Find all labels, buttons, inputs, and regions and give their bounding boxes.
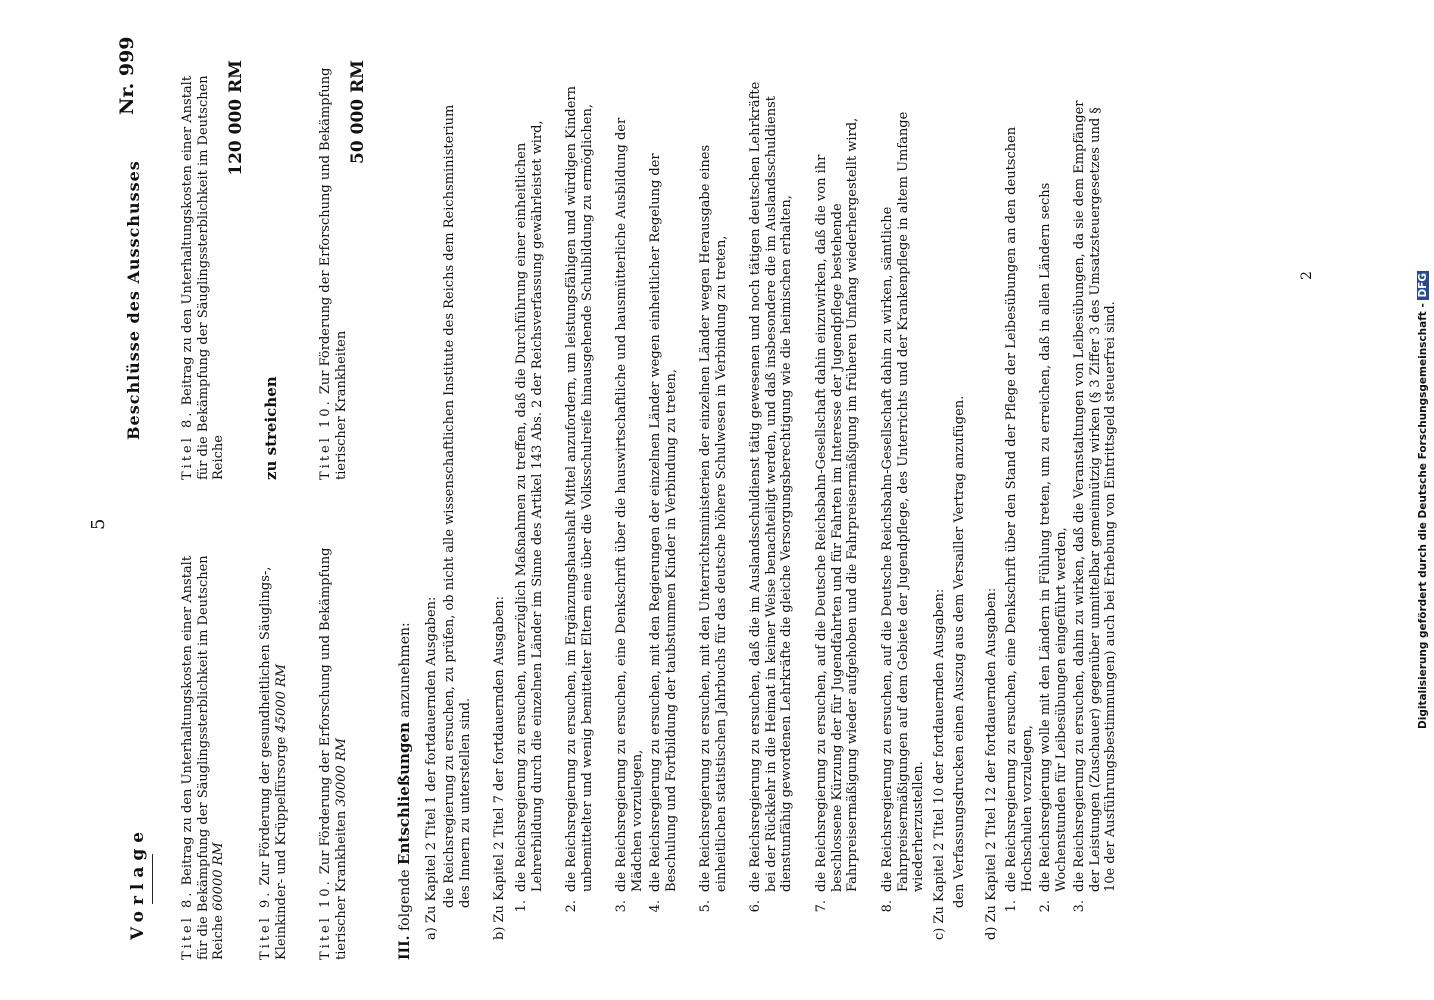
item-number: 3. [1072, 900, 1087, 913]
title-text: Zur Förderung der Erforschung und Bekämpfung tierischer Krankheiten [318, 547, 349, 960]
resolutions-heading [395, 622, 413, 960]
title-text: Beitrag zu den Unterhaltungskosten einer Anstalt für die Bekämpfung der Säuglingssterblichkeit im Deutschen Reiche [180, 75, 226, 480]
item-number: 5. [698, 900, 713, 913]
beschluesse-title: Beschlüsse des Ausschusses [124, 160, 143, 440]
item-text: die Reichsregierung zu ersuchen, unverzüglich Maßnahmen zu treffen, daß die Durchführung einer einheitlichen Lehrerbildung durch die einzelnen Länder im Sinne des Artikel 143 Abs. 2 der Reichsverfassung gewährleistet wird, [514, 120, 545, 892]
roman-numeral: III. [397, 935, 413, 960]
title-underline [152, 854, 153, 904]
vorlage-item [180, 540, 227, 960]
title-label: Titel 8. [180, 889, 195, 960]
item-text: die Reichsregierung zu ersuchen, auf die Deutsche Reichsbahn-Gesellschaft dahin einzuwirken, daß die von ihr beschlossene Kürzung der für Jugendfahrten und für Fahrten im Interesse der Jugendpflege bestehende Fahrpreisermäßigung wieder aufgehoben und die Fahrpreisermäßigung im früheren Umfang wiederhergestellt wird, [814, 117, 860, 892]
item-number: 3. [614, 900, 629, 913]
title-label: Titel 8. [180, 409, 195, 480]
item-number: 7. [814, 900, 829, 913]
item-text: die Reichsregierung zu ersuchen, mit den Unterrichtsministerien der einzelnen Länder wegen Herausgabe eines einheitlichen statistischen Jahrbuchs für das deutsche höhere Schulwesen in Verbindung zu treten, [698, 144, 729, 892]
title-label: Titel 9. [258, 889, 273, 960]
vorlage-item [318, 540, 349, 960]
item-text: die Reichsregierung zu ersuchen, mit den Regierungen der einzelnen Länder wegen einheitlicher Regelung der Beschulung und Fortbildung der taubstummen Kinder in Verbindung zu treten, [648, 153, 679, 892]
heading-keyword: Entschließungen [395, 722, 413, 865]
title-text: Zur Förderung der Erforschung und Bekämpfung tierischer Krankheiten [318, 67, 349, 480]
document-number: Nr. 999 [116, 36, 138, 115]
heading-post: anzunehmen: [397, 622, 413, 718]
item-number: 6. [748, 900, 763, 913]
title-text: Beitrag zu den Unterhaltungskosten einer Anstalt für die Bekämpfung der Säuglingssterblichkeit im Deutschen Reiche [180, 555, 226, 960]
item-text: die Reichsregierung zu ersuchen, auf die Deutsche Reichsbahn-Gesellschaft dahin zu wirken, sämtliche Fahrpreisermäßigungen auf dem Gebiete der Jugendpflege, des Unterrichts und der Krankenpflege in altem Umfange wiederherzustellen. [880, 111, 926, 892]
title-text: Zur Förderung der gesundheitlichen Säuglings-, Kleinkinder- und Krüppelfürsorge [258, 566, 289, 960]
section-c-text: den Verfassungsdrucken einen Auszug aus dem Versailler Vertrag anzufügen. [952, 395, 967, 908]
item-number: 1. [514, 900, 529, 913]
beschluss-strike-note: zu streichen [262, 376, 280, 480]
item-number: 2. [564, 900, 579, 913]
section-c-heading: c) Zu Kapitel 2 Titel 10 der fortdauernden Ausgaben: [932, 588, 947, 940]
item-number: 4. [648, 900, 663, 913]
item-text: die Reichsregierung wolle mit den Ländern in Fühlung treten, um zu erreichen, daß in allen Ländern sechs Wochenstunden für Leibesübungen eingeführt werden, [1038, 182, 1069, 892]
item-number: 8. [880, 900, 895, 913]
footer-page-mark: 2 [1299, 271, 1315, 280]
section-b-heading: b) Zu Kapitel 2 Titel 7 der fortdauernden Ausgaben: [492, 595, 507, 940]
item-text: die Reichsregierung zu ersuchen, im Ergänzungshaushalt Mittel anzufordern, um leistungsfähigen und würdigen Kindern unbemittelter und wenig bemittelter Eltern eine über die Volksschulreife hinausgehende Schulbildung zu ermöglichen, [564, 85, 595, 892]
item-text: die Reichsregierung zu ersuchen, eine Denkschrift über den Stand der Pflege der Leibesübungen an den deutschen Hochschulen vorzulegen, [1004, 126, 1035, 892]
heading-pre: folgende [397, 869, 413, 932]
dfg-credit-text: Digitalisierung gefördert durch die Deutsche Forschungsgemeinschaft - [1417, 303, 1429, 729]
amount: 30000 RM [333, 738, 349, 807]
section-d-heading: d) Zu Kapitel 2 Titel 12 der fortdauernden Ausgaben: [984, 587, 999, 940]
dfg-logo: DFG [1417, 273, 1429, 298]
dfg-credit [1417, 271, 1429, 729]
item-text: die Reichsregierung zu ersuchen, daß die im Auslandsschuldienst tätig gewesenen und noch tätigen deutschen Lehrkräfte bei der Rückkehr in die Heimat in keiner Weise benachteiligt werden, und daß insbesondere die im Auslandsschuldienst dienstunfähig gewordenen Lehrkräfte die gleiche Versorgungsberechtigung wie die heimischen erhalten, [748, 81, 794, 892]
vorlage-item [258, 540, 289, 960]
item-text: die Reichsregierung zu ersuchen, dahin zu wirken, daß die Veranstaltungen von Leibesübungen, da sie dem Empfänger der Leistungen (Zuschauer) gegenüber unmittelbar gemeinnützig wirken (§ 3 Ziffer 3 des Umsatzsteuergesetzes und § 10e der Ausführungsbestimmungen) auch bei Erhebung von Eintrittsgeld steuerfrei sind. [1072, 100, 1118, 892]
title-label: Titel 10. [318, 398, 333, 480]
item-number: 1. [1004, 900, 1019, 913]
vorlage-title: Vorlage [128, 825, 148, 940]
item-number: 2. [1038, 900, 1053, 913]
amount: 120 000 RM [225, 60, 246, 176]
page-number: 5 [88, 518, 109, 530]
beschluss-item [318, 60, 367, 480]
item-text: die Reichsregierung zu ersuchen, eine Denkschrift über die hauswirtschaftliche und hausmütterliche Ausbildung der Mädchen vorzulegen, [614, 117, 645, 892]
section-a-heading: a) Zu Kapitel 2 Titel 1 der fortdauernden Ausgaben: [424, 596, 439, 940]
amount: 50 000 RM [348, 60, 368, 164]
section-a-text: die Reichsregierung zu ersuchen, zu prüfen, ob nicht alle wissenschaftlichen Institute des Reichs dem Reichsministerium des Innern zu unterstellen sind. [442, 104, 473, 908]
beschluss-item [180, 60, 244, 480]
title-label: Titel 10. [318, 878, 333, 960]
amount: 45000 RM [273, 663, 289, 733]
amount: 60000 RM [211, 842, 226, 911]
